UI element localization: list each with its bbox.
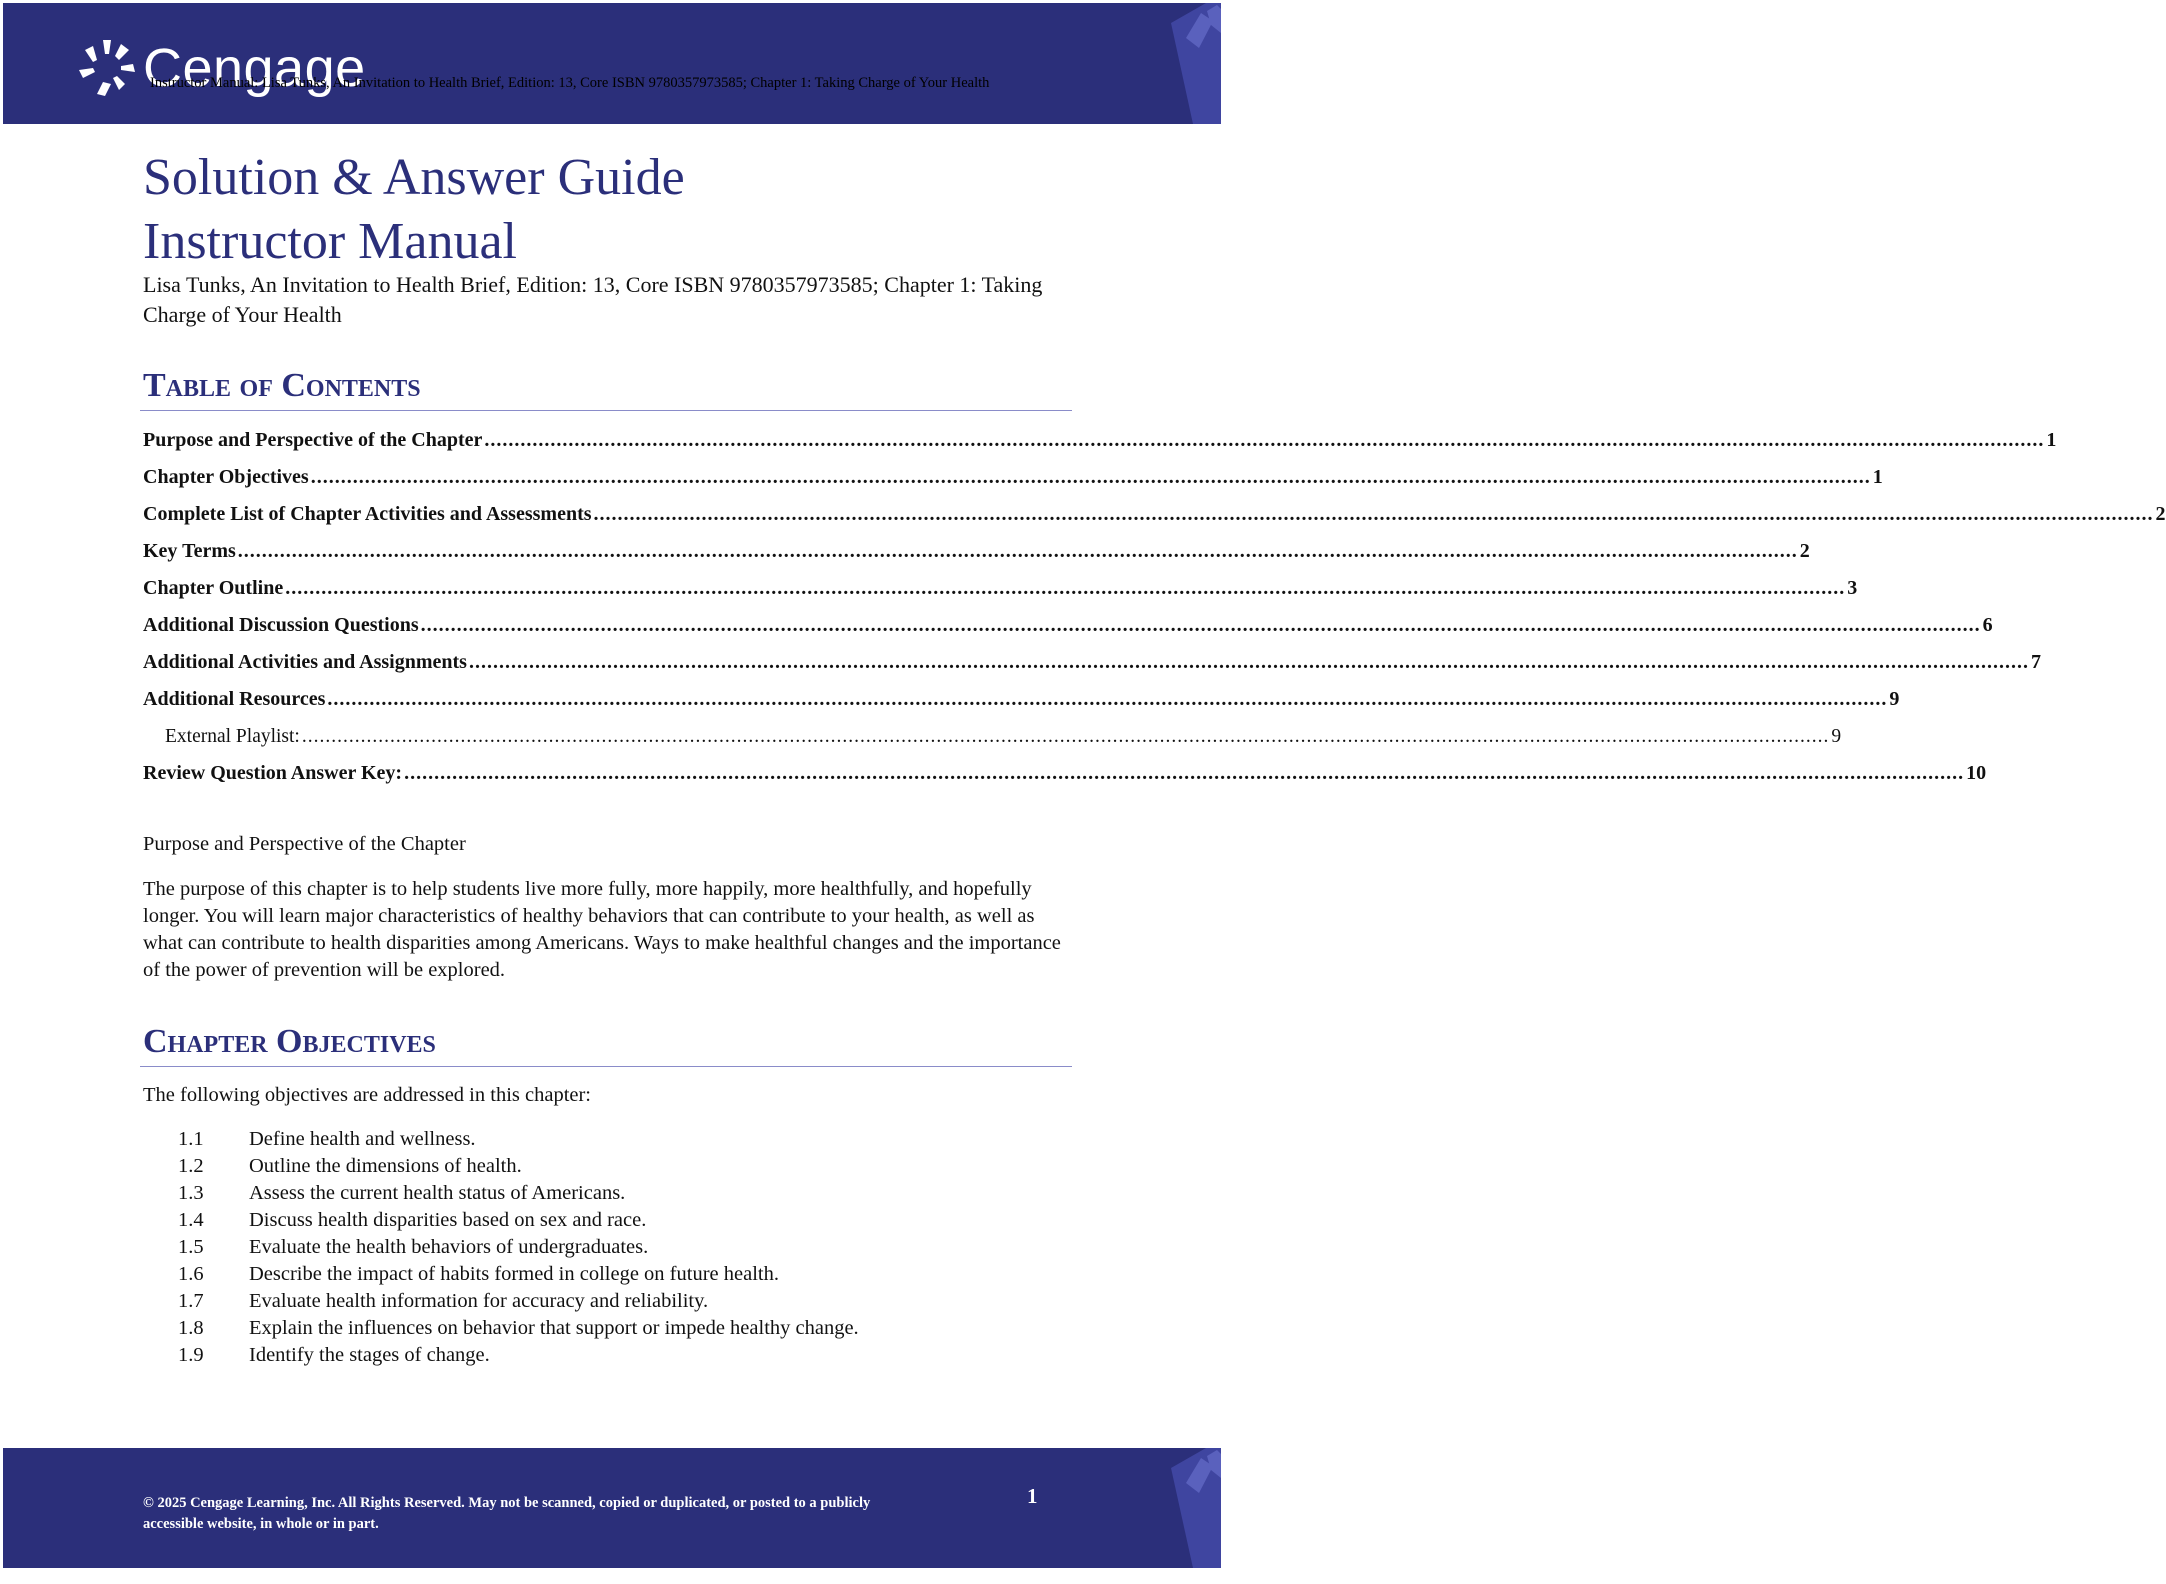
objective-text: Outline the dimensions of health. xyxy=(249,1155,522,1177)
objective-number: 1.7 xyxy=(178,1290,204,1312)
objective-item xyxy=(178,1153,859,1180)
objective-text: Discuss health disparities based on sex and race. xyxy=(249,1209,647,1231)
toc-entry-label: Additional Activities and Assignments xyxy=(143,651,467,673)
copyright-notice: © 2025 Cengage Learning, Inc. All Rights Reserved. May not be scanned, copied or duplicated, or posted to a publicly accessible website, in whole or in part. xyxy=(143,1495,871,1532)
book-subtitle: Lisa Tunks, An Invitation to Health Brief, Edition: 13, Core ISBN 9780357973585; Chapter 1: Taking Charge of Your Health xyxy=(143,272,1043,327)
toc-entry-page: 6 xyxy=(1982,614,1993,636)
toc-dot-leader: .................................................................................................................................................................................................................................................................... xyxy=(593,503,2154,525)
toc-dot-leader: .................................................................................................................................................................................................................................................................... xyxy=(237,540,1798,562)
page-number: 1 xyxy=(1027,1484,1038,1508)
toc-entry-page: 2 xyxy=(1799,540,1810,562)
objective-text: Evaluate the health behaviors of undergraduates. xyxy=(249,1236,649,1258)
toc-entry-page: 10 xyxy=(1966,762,1987,784)
objective-item xyxy=(178,1261,859,1288)
toc-entry[interactable] xyxy=(143,570,1858,607)
objective-number: 1.4 xyxy=(178,1209,204,1231)
toc-dot-leader: .................................................................................................................................................................................................................................................................... xyxy=(484,429,2045,451)
cengage-burst-icon xyxy=(75,38,137,98)
objective-number: 1.6 xyxy=(178,1263,204,1285)
objective-number: 1.1 xyxy=(178,1128,204,1150)
toc-entry-page: 1 xyxy=(2046,429,2057,451)
toc-entry-page: 1 xyxy=(1872,466,1883,488)
toc-entry-label: Additional Discussion Questions xyxy=(143,614,419,636)
toc-entry-page: 9 xyxy=(1831,726,1842,747)
toc-entry-page: 9 xyxy=(1889,688,1900,710)
decorative-corner-graphic xyxy=(1131,1448,1221,1568)
objective-number: 1.5 xyxy=(178,1236,204,1258)
objectives-heading: Chapter Objectives xyxy=(143,1023,436,1060)
title-line-1: Solution & Answer Guide xyxy=(143,149,685,206)
toc-entry-page: 3 xyxy=(1847,577,1858,599)
toc-entry[interactable] xyxy=(143,644,2041,681)
toc-entry[interactable] xyxy=(143,607,1993,644)
toc-entry-label: Key Terms xyxy=(143,540,236,562)
toc-entry-page: 2 xyxy=(2155,503,2166,525)
running-header: Instructor Manual: Lisa Tunks, An Invitation to Health Brief, Edition: 13, Core ISBN 9780357973585; Chapter 1: Taking Charge of Your Health xyxy=(150,75,990,91)
title-line-2: Instructor Manual xyxy=(143,213,518,270)
objective-item xyxy=(178,1315,859,1342)
objective-text: Describe the impact of habits formed in college on future health. xyxy=(249,1263,779,1285)
toc-entry[interactable] xyxy=(143,755,1987,792)
toc-divider xyxy=(140,410,1072,411)
toc-dot-leader: .................................................................................................................................................................................................................................................................... xyxy=(285,577,1846,599)
objective-item xyxy=(178,1207,859,1234)
toc-entry[interactable] xyxy=(143,422,2057,459)
decorative-corner-graphic xyxy=(1131,3,1221,124)
objective-text: Assess the current health status of Americans. xyxy=(249,1182,626,1204)
toc-entry-label: Additional Resources xyxy=(143,688,326,710)
objective-number: 1.2 xyxy=(178,1155,204,1177)
toc-entry[interactable] xyxy=(143,681,1900,718)
purpose-paragraph: The purpose of this chapter is to help students live more fully, more happily, more healthfully, and hopefully longer. You will learn major characteristics of healthy behaviors that can contribute to your health, as well as what can contribute to health disparities among Americans. Ways to make healthful changes and the importance of the power of prevention will be explored. xyxy=(143,878,1061,981)
toc-entry-label: Review Question Answer Key: xyxy=(143,762,403,784)
toc-dot-leader: .................................................................................................................................................................................................................................................................... xyxy=(420,614,1981,636)
toc-entry-label: Purpose and Perspective of the Chapter xyxy=(143,429,483,451)
objective-text: Identify the stages of change. xyxy=(249,1344,490,1366)
objective-text: Define health and wellness. xyxy=(249,1128,476,1150)
objective-number: 1.8 xyxy=(178,1317,204,1339)
objectives-divider xyxy=(140,1066,1072,1067)
objective-item xyxy=(178,1234,859,1261)
objective-item xyxy=(178,1288,859,1315)
page-footer xyxy=(3,1448,1221,1568)
objective-item xyxy=(178,1126,859,1153)
purpose-heading: Purpose and Perspective of the Chapter xyxy=(143,833,466,855)
objective-number: 1.3 xyxy=(178,1182,204,1204)
objectives-list xyxy=(178,1126,859,1369)
objective-item xyxy=(178,1342,859,1369)
objective-number: 1.9 xyxy=(178,1344,204,1366)
objective-text: Explain the influences on behavior that support or impede healthy change. xyxy=(249,1317,859,1339)
toc-dot-leader: .................................................................................................................................................................................................................................................................... xyxy=(310,466,1871,488)
objective-text: Evaluate health information for accuracy and reliability. xyxy=(249,1290,709,1312)
toc-entry-label: Chapter Objectives xyxy=(143,466,309,488)
toc-entry[interactable] xyxy=(143,533,1810,570)
toc-entry[interactable] xyxy=(143,459,1883,496)
objectives-intro: The following objectives are addressed in this chapter: xyxy=(143,1084,592,1106)
table-of-contents xyxy=(143,422,2166,792)
toc-dot-leader: .................................................................................................................................................................................................................................................................... xyxy=(404,762,1965,784)
toc-entry-page: 7 xyxy=(2030,651,2041,673)
toc-subentry[interactable] xyxy=(143,718,1842,755)
toc-dot-leader: .................................................................................................................................................................................................................................................................... xyxy=(468,651,2029,673)
toc-dot-leader: .................................................................................................................................................................................................................................................................... xyxy=(301,726,1830,747)
toc-entry-label: External Playlist: xyxy=(165,726,300,747)
toc-entry[interactable] xyxy=(143,496,2166,533)
toc-entry-label: Complete List of Chapter Activities and Assessments xyxy=(143,503,592,525)
toc-heading: Table of Contents xyxy=(143,367,421,404)
toc-entry-label: Chapter Outline xyxy=(143,577,284,599)
brand-name: Cengage xyxy=(143,38,366,98)
page-header xyxy=(3,3,1221,124)
objective-item xyxy=(178,1180,859,1207)
page-title xyxy=(143,146,685,274)
toc-dot-leader: .................................................................................................................................................................................................................................................................... xyxy=(327,688,1888,710)
